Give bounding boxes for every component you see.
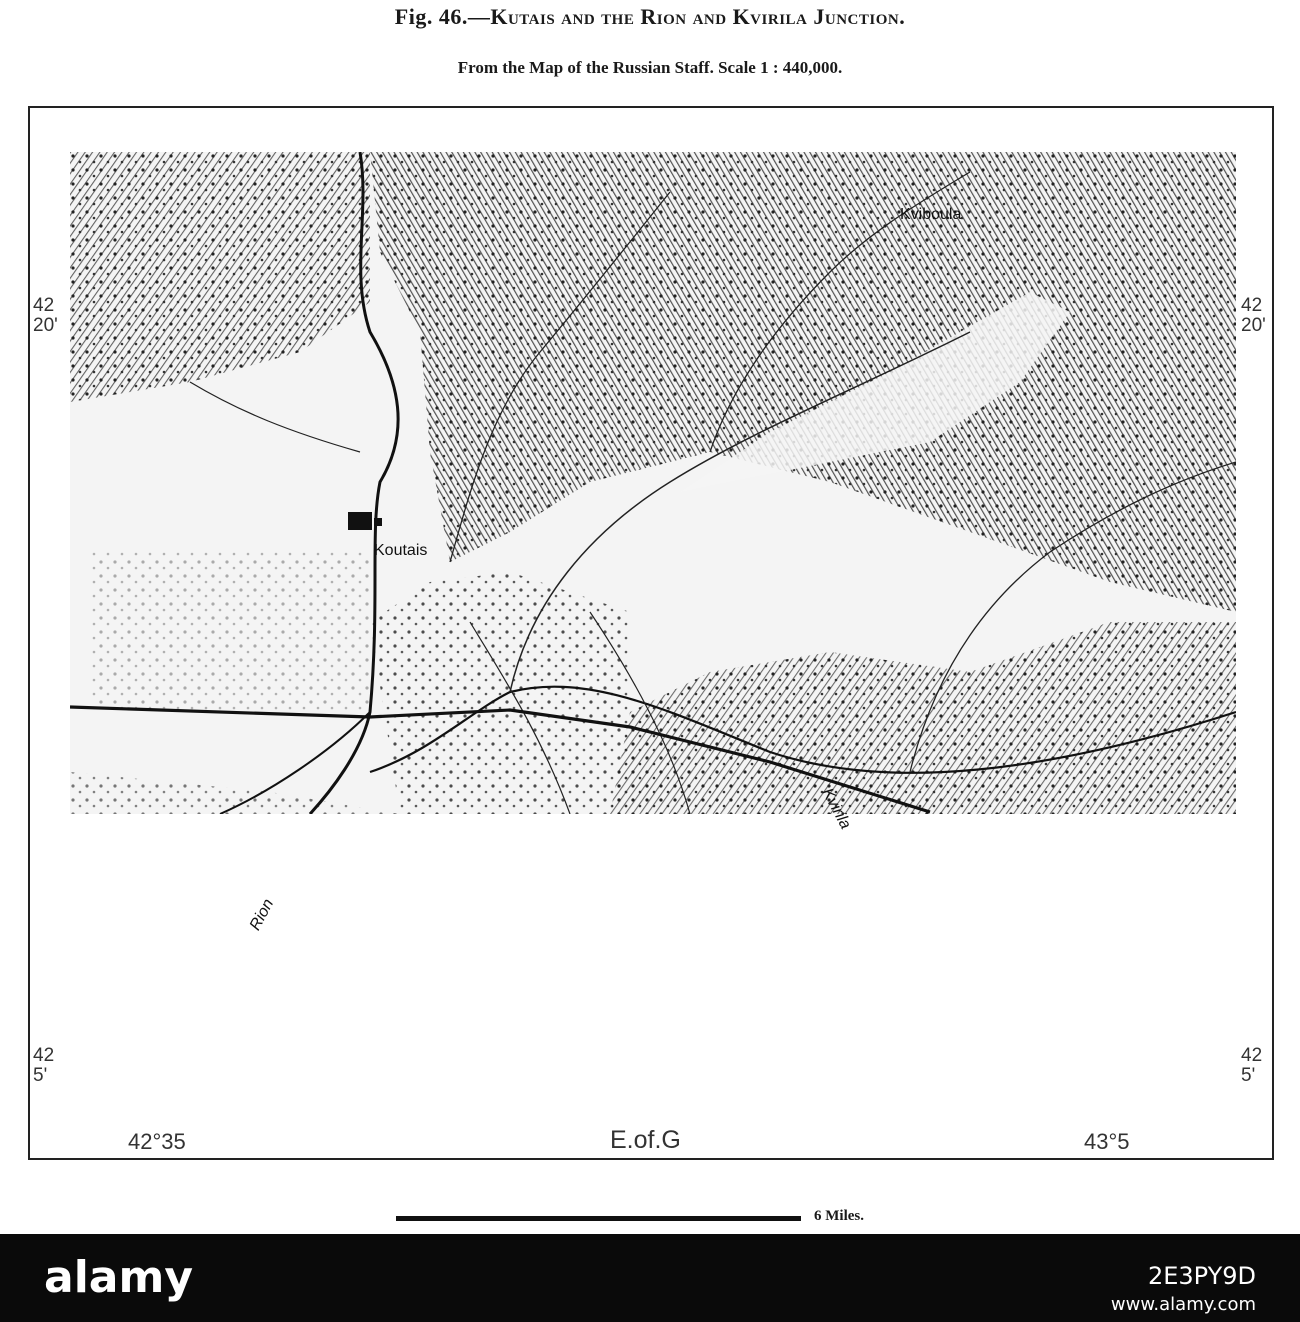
alamy-logo: alamy bbox=[44, 1252, 193, 1303]
place-rion: Rion bbox=[246, 896, 278, 934]
coord-left-top bbox=[33, 296, 58, 336]
place-koutais: Koutais bbox=[374, 542, 428, 559]
place-kvirila: Kvirila bbox=[818, 785, 854, 832]
figure-title bbox=[0, 4, 1300, 30]
coord-right-top-deg: 42 bbox=[1241, 295, 1263, 316]
coord-right-bottom-deg: 42 bbox=[1241, 1045, 1263, 1066]
coord-right-bottom bbox=[1241, 1046, 1262, 1086]
coord-left-bottom-deg: 42 bbox=[33, 1045, 55, 1066]
koutais-town-marker bbox=[348, 512, 372, 530]
image-id: 2E3PY9D bbox=[1147, 1262, 1256, 1290]
coord-bottom-right: 43°5 bbox=[1084, 1129, 1130, 1154]
scale-bar bbox=[396, 1216, 801, 1221]
coord-bottom-left: 42°35 bbox=[128, 1129, 186, 1154]
figure-subtitle: From the Map of the Russian Staff. Scale 1 : 440,000. bbox=[457, 58, 843, 77]
figure-title-prefix: Fig. 46.— bbox=[394, 4, 491, 29]
coord-left-top-min: 20' bbox=[33, 315, 58, 336]
site-url: www.alamy.com bbox=[1110, 1294, 1256, 1315]
coord-left-bottom bbox=[33, 1046, 54, 1086]
place-kviboula: Kviboula bbox=[900, 206, 962, 223]
coord-left-bottom-min: 5' bbox=[33, 1065, 48, 1086]
coord-right-top-min: 20' bbox=[1241, 315, 1266, 336]
figure-title-caps: Kutais and the Rion and Kvirila Junction. bbox=[490, 4, 906, 29]
coord-bottom-center: E.of.G bbox=[610, 1126, 681, 1154]
coord-right-top bbox=[1241, 296, 1266, 336]
map-area bbox=[70, 152, 1236, 814]
coord-left-top-deg: 42 bbox=[33, 295, 55, 316]
watermark-footer bbox=[0, 1234, 1300, 1322]
scale-label: 6 Miles. bbox=[814, 1208, 864, 1224]
coord-right-bottom-min: 5' bbox=[1241, 1065, 1256, 1086]
